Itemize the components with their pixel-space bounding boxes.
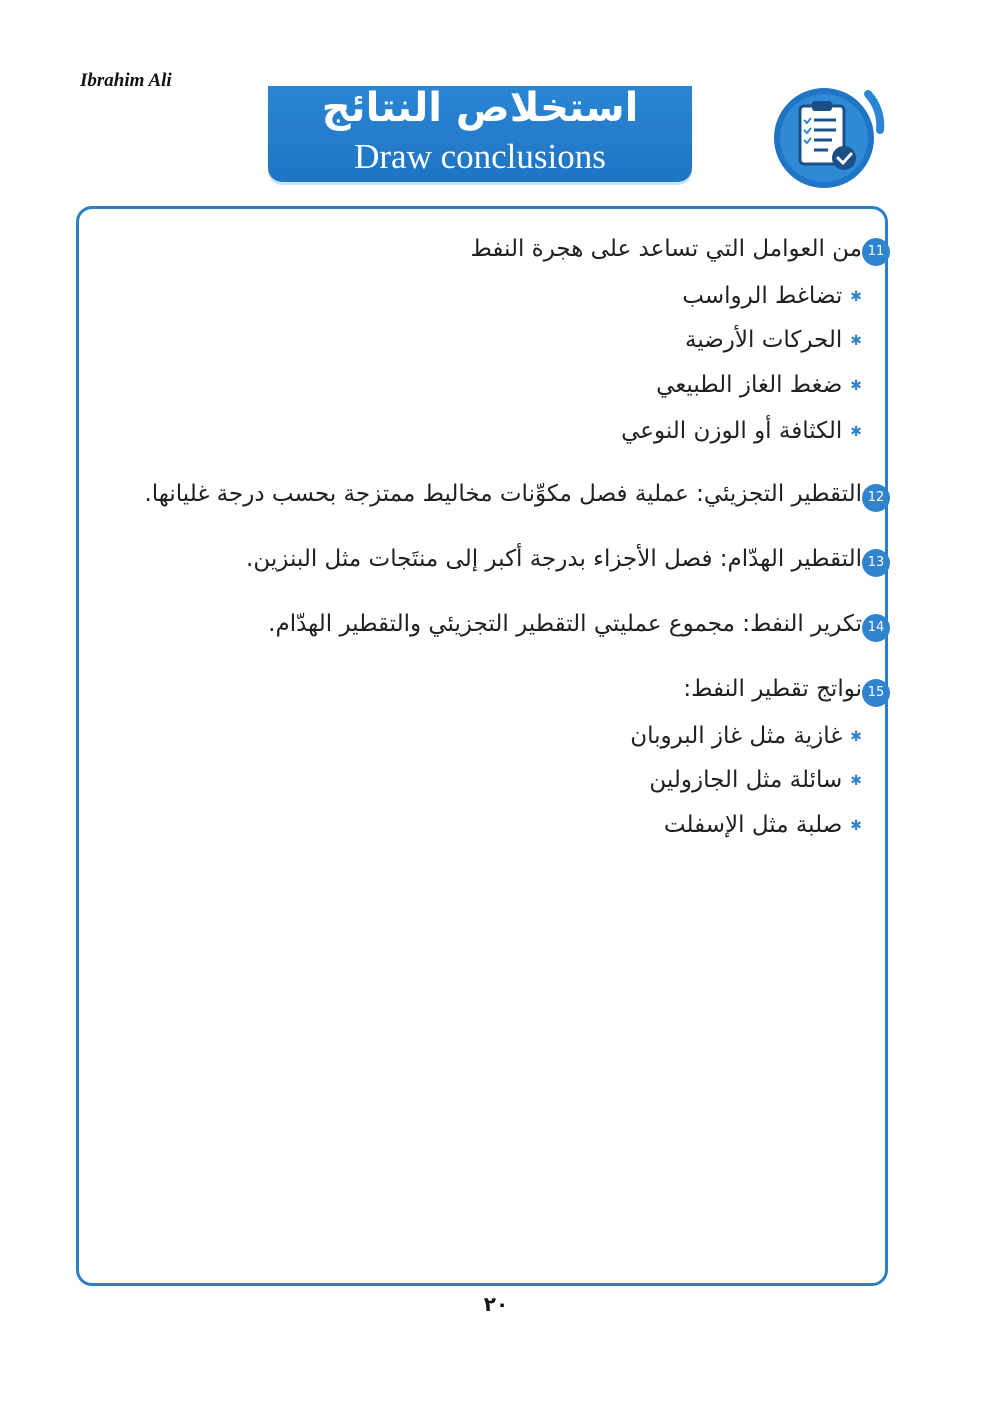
bullet-star-icon: ✱ <box>850 728 862 745</box>
question-number-badge: 12 <box>862 484 890 512</box>
list-item: ✱ضغط الغاز الطبيعي <box>656 372 862 398</box>
bullet-star-icon: ✱ <box>850 332 862 349</box>
list-item: ✱صلبة مثل الإسفلت <box>663 812 862 838</box>
section-title-english: Draw conclusions <box>354 137 606 176</box>
list-item: ✱الكثافة أو الوزن النوعي <box>621 418 862 444</box>
question-number-badge: 15 <box>862 679 890 707</box>
clipboard-checklist-icon <box>760 80 888 192</box>
bullet-star-icon: ✱ <box>850 817 862 834</box>
list-item: ✱الحركات الأرضية <box>684 327 862 353</box>
section-title-arabic: استخلاص النتائج <box>321 86 639 131</box>
question-number-badge: 14 <box>862 614 890 642</box>
list-item: ✱غازية مثل غاز البروبان <box>630 723 862 749</box>
bullet-star-icon: ✱ <box>850 288 862 305</box>
bullet-star-icon: ✱ <box>850 423 862 440</box>
bullet-star-icon: ✱ <box>850 772 862 789</box>
question-text: نواتج تقطير النفط: <box>683 676 862 702</box>
question-text: التقطير التجزيئي: عملية فصل مكوِّنات مخاليط ممتزجة بحسب درجة غليانها. <box>144 481 862 507</box>
question-number-badge: 13 <box>862 549 890 577</box>
question-text: من العوامل التي تساعد على هجرة النفط <box>470 236 862 262</box>
question-text: تكرير النفط: مجموع عمليتي التقطير التجزيئي والتقطير الهدّام. <box>268 611 862 637</box>
bullet-star-icon: ✱ <box>850 377 862 394</box>
question-text: التقطير الهدّام: فصل الأجزاء بدرجة أكبر إلى منتَجات مثل البنزين. <box>246 546 862 572</box>
list-item: ✱تضاغط الرواسب <box>682 283 862 309</box>
page-number: ٢٠ <box>483 1292 509 1316</box>
section-header-banner <box>268 86 692 182</box>
author-name: Ibrahim Ali <box>80 70 172 91</box>
list-item: ✱سائلة مثل الجازولين <box>649 767 862 793</box>
question-number-badge: 11 <box>862 238 890 266</box>
